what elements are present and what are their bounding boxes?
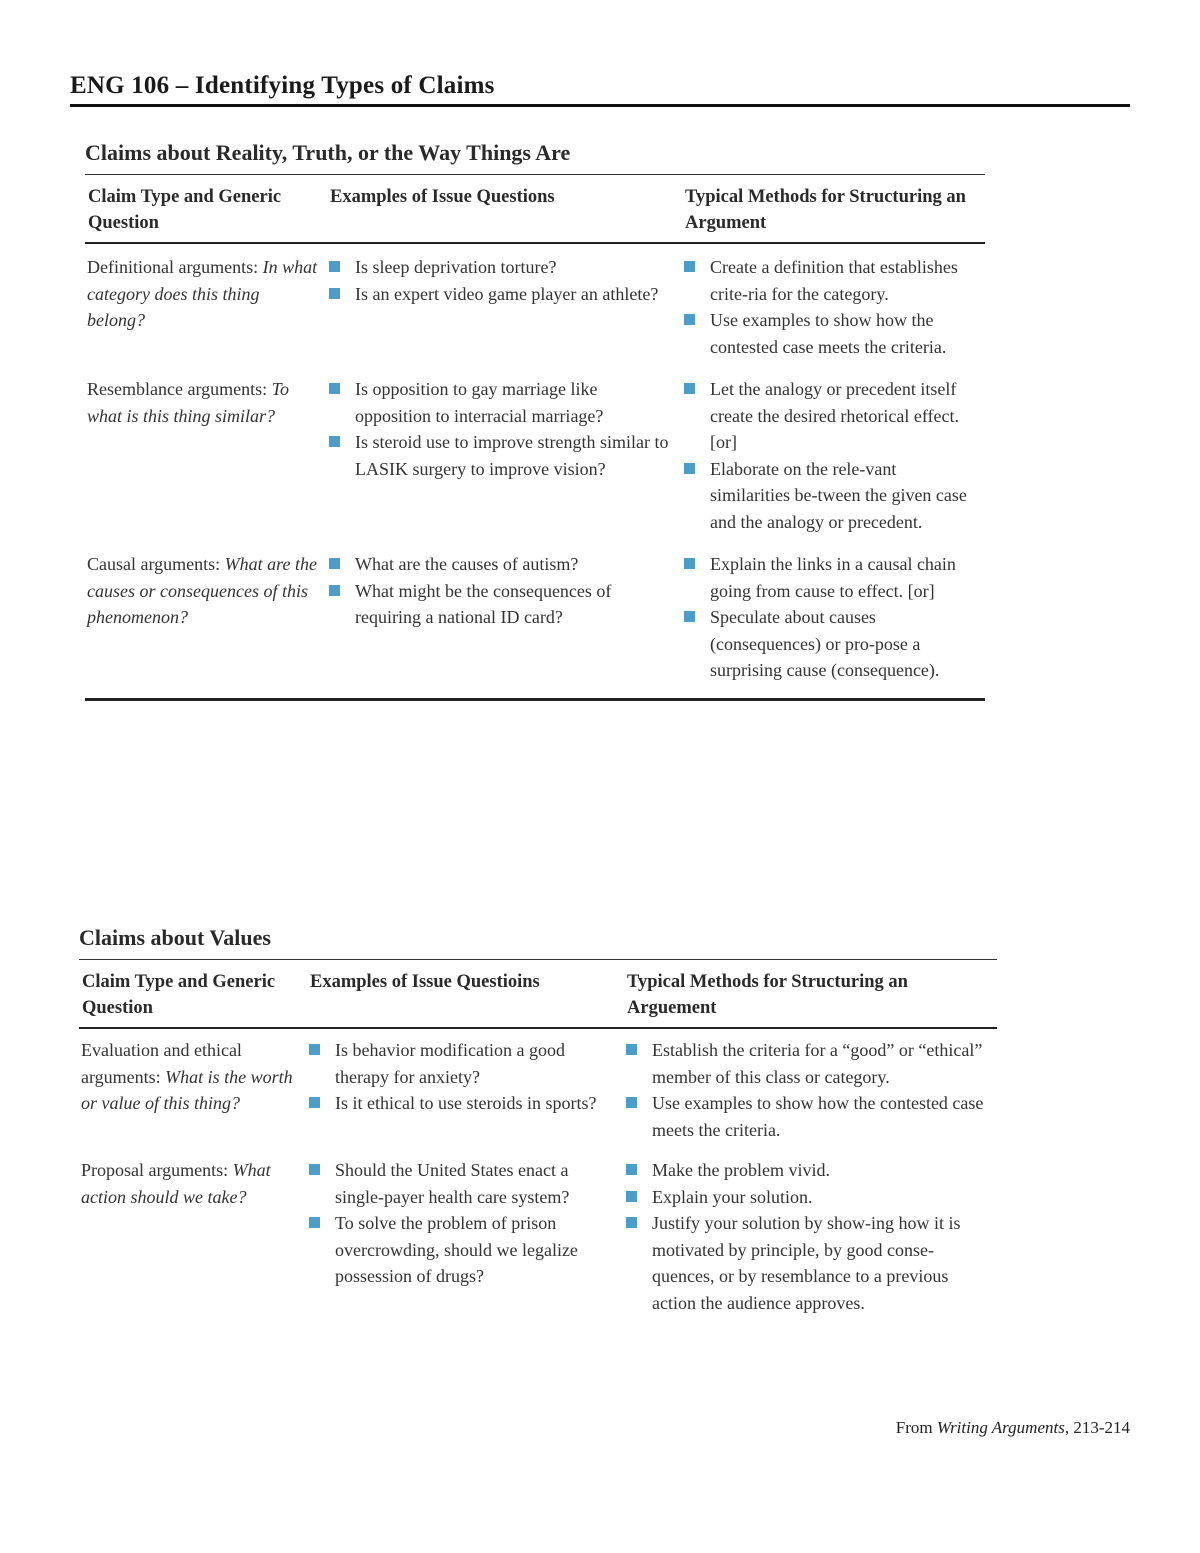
methods-list xyxy=(682,551,975,684)
methods-list-cell xyxy=(624,1037,997,1143)
method-item: Make the problem vivid. xyxy=(624,1157,987,1184)
method-item: Elaborate on the rele-vant similarities be-tween the given case and the analogy or precedent. xyxy=(682,456,975,536)
method-item: Create a definition that establishes crite-ria for the category. xyxy=(682,254,975,307)
issue-question: Is sleep deprivation torture? xyxy=(327,254,672,281)
table-body xyxy=(79,1029,997,1320)
source-citation xyxy=(896,1418,1130,1438)
generic-question: In what category does this thing belong? xyxy=(87,257,318,330)
issue-question: To solve the problem of prison overcrowding, should we legalize possession of drugs? xyxy=(307,1210,614,1290)
claim-type-cell xyxy=(85,376,327,535)
issue-examples-list xyxy=(327,551,672,631)
claim-type-label: Evaluation and ethical arguments: xyxy=(81,1040,242,1087)
claim-type-cell xyxy=(79,1157,307,1316)
method-item: Speculate about causes (consequences) or pro-pose a surprising cause (consequence). xyxy=(682,604,975,684)
claim-type-label: Definitional arguments: xyxy=(87,257,263,277)
issue-examples-list-cell xyxy=(307,1037,624,1143)
issue-examples-list xyxy=(327,254,672,307)
methods-list xyxy=(682,254,975,360)
table-row xyxy=(85,364,985,539)
issue-examples-list-cell xyxy=(327,551,682,684)
section-heading: Claims about Values xyxy=(79,925,997,960)
method-item: Establish the criteria for a “good” or “ethical” member of this class or category. xyxy=(624,1037,987,1090)
methods-list xyxy=(624,1037,987,1143)
table-body xyxy=(85,244,985,701)
methods-list-cell xyxy=(624,1157,997,1316)
methods-list-cell xyxy=(682,254,985,360)
methods-list xyxy=(624,1157,987,1316)
method-item: Use examples to show how the contested case meets the criteria. xyxy=(624,1090,987,1143)
header-methods: Typical Methods for Structuring an Argument xyxy=(685,187,966,233)
methods-list-cell xyxy=(682,551,985,684)
header-claim-type: Claim Type and Generic Question xyxy=(82,972,276,1018)
page-title: ENG 106 – Identifying Types of Claims xyxy=(70,72,1130,107)
section-heading: Claims about Reality, Truth, or the Way Things Are xyxy=(85,140,985,175)
table-row xyxy=(79,1029,997,1147)
table-header xyxy=(85,175,985,244)
header-claim-type: Claim Type and Generic Question xyxy=(88,187,282,233)
issue-question: Should the United States enact a single-payer health care system? xyxy=(307,1157,614,1210)
claim-type-cell xyxy=(85,551,327,684)
source-book-title: Writing Arguments xyxy=(936,1418,1065,1437)
issue-examples-list-cell xyxy=(327,376,682,535)
methods-list xyxy=(682,376,975,535)
table-header xyxy=(79,960,997,1029)
method-item: Justify your solution by show-ing how it is motivated by principle, by good conse-quences, or by resemblance to a previous action the audience approves. xyxy=(624,1210,987,1316)
claim-type-cell xyxy=(79,1037,307,1143)
method-item: Use examples to show how the contested case meets the criteria. xyxy=(682,307,975,360)
issue-question: Is an expert video game player an athlete? xyxy=(327,281,672,308)
generic-question: What are the causes or consequences of this phenomenon? xyxy=(87,554,317,627)
issue-examples-list-cell xyxy=(307,1157,624,1316)
generic-question: What is the worth or value of this thing? xyxy=(81,1066,293,1113)
issue-question: Is it ethical to use steroids in sports? xyxy=(307,1090,614,1117)
generic-question: What action should we take? xyxy=(81,1160,271,1207)
table-row xyxy=(85,244,985,364)
issue-examples-list-cell xyxy=(327,254,682,360)
claim-type-label: Causal arguments: xyxy=(87,554,225,574)
method-item: Explain your solution. xyxy=(624,1184,987,1211)
section-value-claims xyxy=(79,925,997,1320)
table-row xyxy=(79,1147,997,1320)
claim-type-label: Proposal arguments: xyxy=(81,1160,233,1180)
issue-question: Is behavior modification a good therapy for anxiety? xyxy=(307,1037,614,1090)
header-examples: Examples of Issue Questions xyxy=(330,187,555,207)
source-pages: , 213-214 xyxy=(1064,1418,1130,1437)
claim-type-label: Resemblance arguments: xyxy=(87,379,272,399)
issue-examples-list xyxy=(307,1157,614,1290)
issue-question: Is steroid use to improve strength similar to LASIK surgery to improve vision? xyxy=(327,429,672,482)
source-prefix: From xyxy=(895,1418,937,1437)
header-examples: Examples of Issue Questioins xyxy=(310,972,540,992)
issue-question: What might be the consequences of requiring a national ID card? xyxy=(327,578,672,631)
issue-examples-list xyxy=(327,376,672,482)
generic-question: To what is this thing similar? xyxy=(87,379,289,426)
issue-question: What are the causes of autism? xyxy=(327,551,672,578)
header-methods: Typical Methods for Structuring an Arguement xyxy=(627,972,908,1018)
table-row xyxy=(85,539,985,688)
method-item: Explain the links in a causal chain going from cause to effect. [or] xyxy=(682,551,975,604)
section-reality-claims xyxy=(85,140,985,701)
issue-examples-list xyxy=(307,1037,614,1117)
issue-question: Is opposition to gay marriage like opposition to interracial marriage? xyxy=(327,376,672,429)
methods-list-cell xyxy=(682,376,985,535)
method-item: Let the analogy or precedent itself create the desired rhetorical effect. [or] xyxy=(682,376,975,456)
claim-type-cell xyxy=(85,254,327,360)
